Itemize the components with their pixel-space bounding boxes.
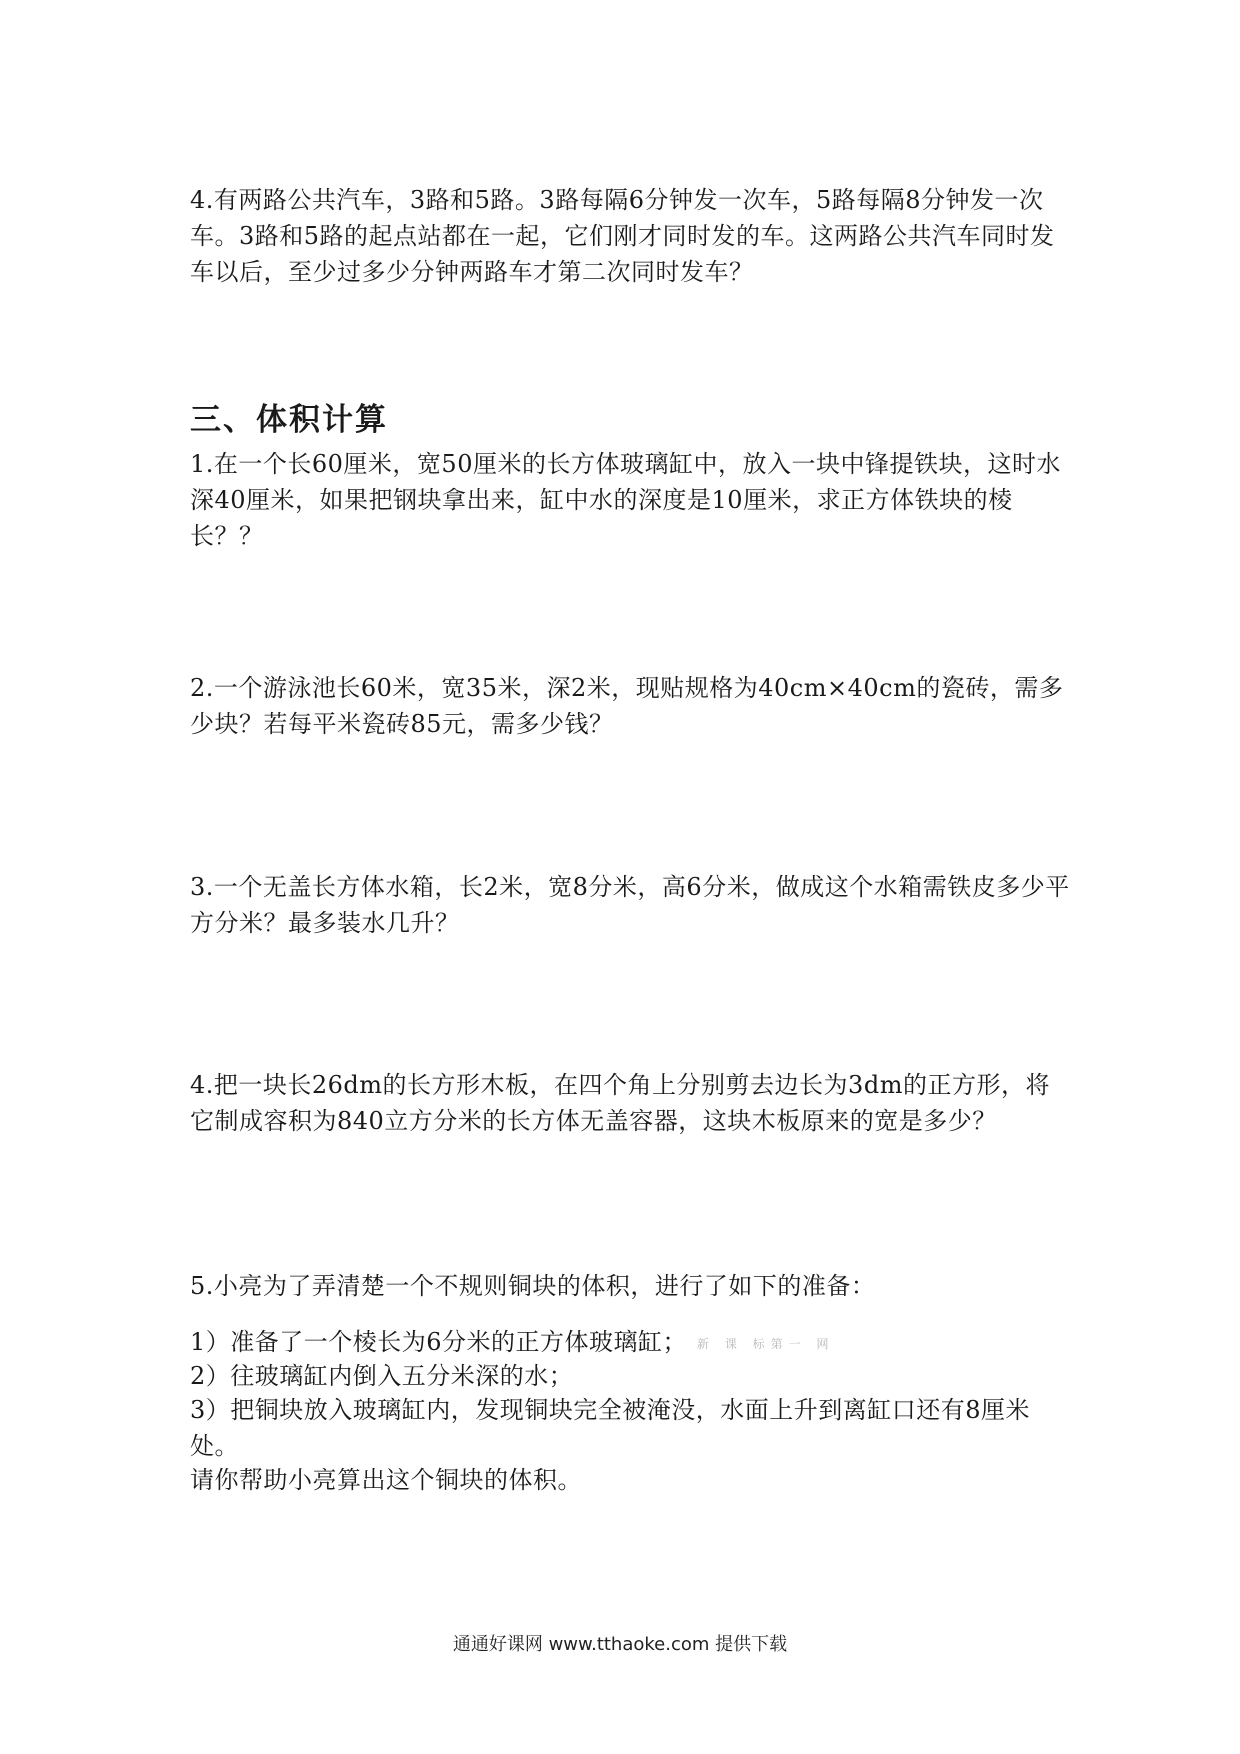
problem-5-question: 请你帮助小亮算出这个铜块的体积。 — [190, 1465, 582, 1494]
page-footer: 通通好课网 www.tthaoke.com 提供下载 — [452, 1634, 788, 1655]
problem-text: 5.小亮为了弄清楚一个不规则铜块的体积，进行了如下的准备： — [190, 1272, 876, 1300]
problem-text: 4.把一块长26dm的长方形木板，在四个角上分别剪去边长为3dm的正方形，将它制成容积为840立方分米的长方体无盖容器，这块木板原来的宽是多少？ — [190, 1071, 1050, 1135]
step-1-text: 1）准备了一个棱长为6分米的正方体玻璃缸； — [190, 1328, 688, 1356]
step-1 — [190, 1326, 1070, 1360]
step-3: 3）把铜块放入玻璃缸内，发现铜块完全被淹没，水面上升到离缸口还有8厘米处。 — [190, 1395, 1031, 1460]
problem-text: 3.一个无盖长方体水箱，长2米，宽8分米，高6分米，做成这个水箱需铁皮多少平方分米？最多装水几升？ — [190, 873, 1070, 937]
problem-1 — [190, 446, 1070, 554]
problem-text: 4.有两路公共汽车，3路和5路。3路每隔6分钟发一次车，5路每隔8分钟发一次车。3路和5路的起点站都在一起，它们刚才同时发的车。这两路公共汽车同时发车以后，至少过多少分钟两路车才第二次同时发车？ — [190, 186, 1055, 286]
problem-5-steps — [190, 1326, 1070, 1496]
problem-text: 1.在一个长60厘米，宽50厘米的长方体玻璃缸中，放入一块中锋提铁块，这时水深40厘米，如果把钢块拿出来，缸中水的深度是10厘米，求正方体铁块的棱长？？ — [190, 450, 1061, 550]
section-heading: 三、体积计算 — [190, 402, 388, 438]
problem-2 — [190, 670, 1070, 742]
problem-3 — [190, 869, 1070, 941]
problem-bus-schedule — [190, 182, 1070, 290]
watermark-text: 新 课 标第一 网 — [697, 1336, 835, 1351]
step-2: 2）往玻璃缸内倒入五分米深的水； — [190, 1361, 574, 1390]
problem-text: 2.一个游泳池长60米，宽35米，深2米，现贴规格为40cm×40cm的瓷砖，需多少块？若每平米瓷砖85元，需多少钱？ — [190, 674, 1064, 738]
problem-5-intro — [190, 1268, 1070, 1304]
problem-4 — [190, 1067, 1070, 1139]
